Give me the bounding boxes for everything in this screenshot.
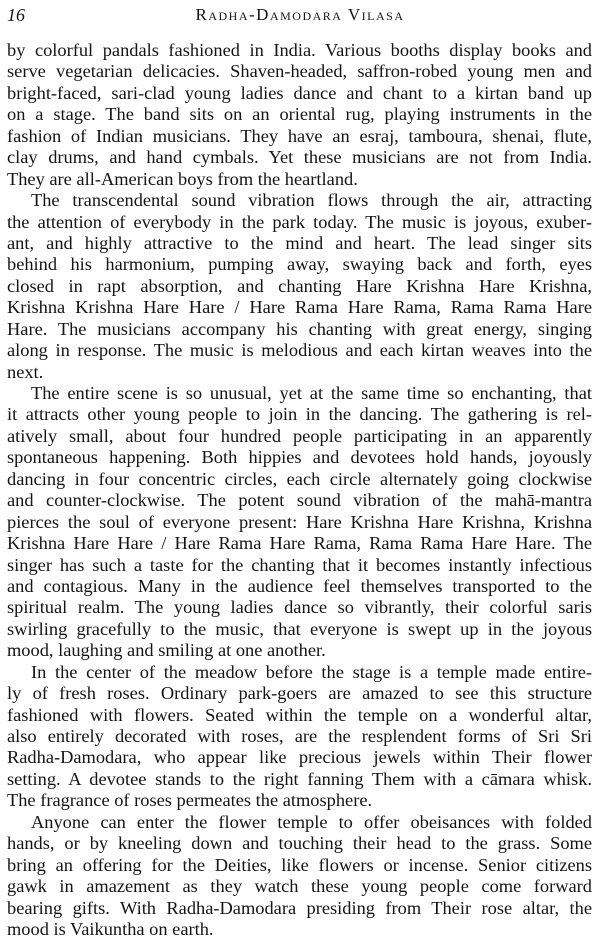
text-line: and contagious. Many in the audience feel themselves transported to the xyxy=(7,575,592,596)
text-line: closed in rapt absorption, and chanting Hare Krishna Hare Krishna, xyxy=(7,275,592,296)
text-line: bearing gifts. With Radha-Damodara presiding from Their rose altar, the xyxy=(7,897,592,918)
text-line: bright-faced, sari-clad young ladies dance and chant to a kirtan band up xyxy=(7,82,592,103)
text-line: Krishna Hare Hare / Hare Rama Hare Rama, Rama Rama Hare Hare. The xyxy=(7,533,592,554)
text-line: The fragrance of roses permeates the atmosphere. xyxy=(7,790,373,811)
text-line: on a stage. The band sits on an oriental rug, playing instruments in the xyxy=(7,104,592,125)
text-line: ant, and highly attractive to the mind and heart. The lead singer sits xyxy=(7,232,592,253)
paragraph-3 xyxy=(7,383,592,662)
text-line: gawk in amazement as they watch these young people come forward xyxy=(7,876,592,897)
paragraph-4 xyxy=(7,662,592,812)
text-line: serve vegetarian delicacies. Shaven-headed, saffron-robed young men and xyxy=(7,61,592,82)
text-line: mood is Vaikuntha on earth. xyxy=(7,918,214,939)
text-line: fashion of Indian musicians. They have an esraj, tamboura, shenai, flute, xyxy=(7,125,592,146)
text-line: atively small, about four hundred people participating in an apparently xyxy=(7,425,592,446)
text-line: mood, laughing and smiling at one another. xyxy=(7,640,326,661)
running-head xyxy=(7,4,593,26)
text-line: The transcendental sound vibration flows through the air, attracting xyxy=(31,190,592,211)
text-line: the attention of everybody in the park today. The music is joyous, exuber- xyxy=(7,211,592,232)
text-line: clay drums, and hand cymbals. Yet these musicians are not from India. xyxy=(7,147,592,168)
text-line: pierces the soul of everyone present: Hare Krishna Hare Krishna, Krishna xyxy=(7,511,592,532)
text-line: also entirely decorated with roses, are the resplendent forms of Sri Sri xyxy=(7,726,592,746)
text-line: fashioned with flowers. Seated within the temple on a wonderful altar, xyxy=(7,704,592,725)
text-line: spiritual realm. The young ladies dance so vibrantly, their colorful saris xyxy=(7,597,592,618)
text-line: In the center of the meadow before the stage is a temple made entire- xyxy=(31,661,592,682)
page-number: 16 xyxy=(7,5,25,25)
text-line: spontaneous happening. Both hippies and devotees hold hands, joyously xyxy=(7,447,592,468)
text-line: hands, or by kneeling down and touching their head to the grass. Some xyxy=(7,833,592,854)
text-line: along in response. The music is melodious and each kirtan weaves into the xyxy=(7,340,592,361)
text-line: by colorful pandals fashioned in India. Various booths display books and xyxy=(7,40,592,60)
text-line: bring an offering for the Deities, like flowers or incense. Senior citizens xyxy=(7,854,592,875)
text-line: Krishna Krishna Hare Hare / Hare Rama Hare Rama, Rama Rama Hare xyxy=(7,297,592,318)
text-line: Hare. The musicians accompany his chanting with great energy, singing xyxy=(7,318,592,339)
text-line: it attracts other young people to join in the dancing. The gathering is rel- xyxy=(7,404,592,425)
text-line: swirling gracefully to the music, that everyone is swept up in the joyous xyxy=(7,618,592,639)
paragraph-1 xyxy=(7,40,592,190)
text-line: The entire scene is so unusual, yet at the same time so enchanting, that xyxy=(31,383,592,403)
text-line: dancing in four concentric circles, each circle alternately going clockwise xyxy=(7,468,592,489)
text-line: setting. A devotee stands to the right fanning Them with a cāmara whisk. xyxy=(7,768,592,789)
paragraph-2 xyxy=(7,190,592,383)
text-line: and counter-clockwise. The potent sound vibration of the mahā-mantra xyxy=(7,490,592,511)
book-title: Radha-Damodara Vilasa xyxy=(195,5,405,24)
text-line: Radha-Damodara, who appear like precious jewels within Their flower xyxy=(7,747,592,768)
text-line: Anyone can enter the flower temple to offer obeisances with folded xyxy=(31,811,592,832)
text-line: They are all-American boys from the heartland. xyxy=(7,168,358,189)
body-text xyxy=(7,40,592,940)
paragraph-5 xyxy=(7,812,592,940)
text-line: singer has such a taste for the chanting that it becomes instantly infectious xyxy=(7,554,592,575)
text-line: behind his harmonium, pumping away, swaying back and forth, eyes xyxy=(7,254,592,275)
text-line: next. xyxy=(7,361,44,382)
text-line: ly of fresh roses. Ordinary park-goers are amazed to see this structure xyxy=(7,683,592,704)
